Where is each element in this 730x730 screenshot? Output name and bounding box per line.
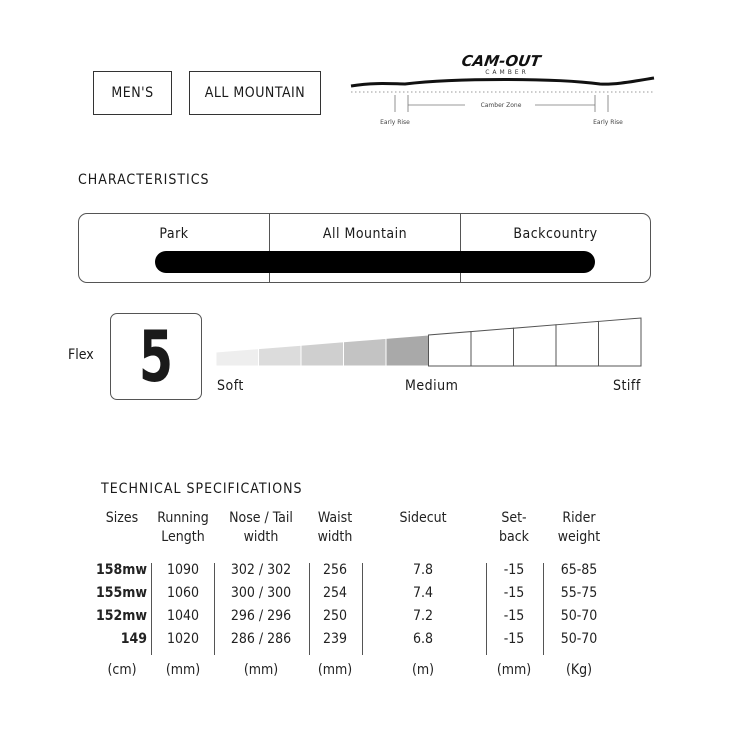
spec-value-cell: 50-70: [560, 631, 598, 647]
spec-unit: (mm): [496, 662, 532, 678]
spec-value-cell: 296 / 296: [230, 608, 292, 624]
spec-header: Rider weight: [557, 510, 601, 545]
spec-column-divider: [309, 563, 310, 655]
spec-value-cell: -15: [503, 585, 525, 601]
gender-tag: MEN'S: [93, 71, 172, 115]
flex-soft-label: Soft: [217, 378, 244, 394]
spec-value-cell: 239: [322, 631, 348, 647]
spec-header: Sidecut: [399, 510, 447, 526]
spec-value-cell: 50-70: [560, 608, 598, 624]
spec-value-cell: 55-75: [560, 585, 598, 601]
spec-column-divider: [214, 563, 215, 655]
spec-value-cell: 302 / 302: [230, 562, 292, 578]
char-label-park: Park: [159, 226, 189, 242]
spec-value-cell: -15: [503, 631, 525, 647]
spec-unit: (Kg): [565, 662, 593, 678]
spec-header: Waist width: [317, 510, 353, 545]
specs-title: TECHNICAL SPECIFICATIONS: [101, 481, 303, 497]
spec-column-divider: [543, 563, 544, 655]
spec-column-divider: [151, 563, 152, 655]
spec-size-cell: 152mw: [95, 608, 147, 624]
spec-value-cell: 286 / 286: [230, 631, 292, 647]
spec-value-cell: 1090: [166, 562, 200, 578]
cam-out-logo: CAM-OUT: [460, 52, 542, 70]
spec-value-cell: 7.2: [412, 608, 434, 624]
spec-header: Nose / Tail width: [229, 510, 293, 545]
spec-value-cell: 6.8: [412, 631, 434, 647]
spec-value-cell: 1060: [166, 585, 200, 601]
style-tag: ALL MOUNTAIN: [189, 71, 321, 115]
early-rise-left-label: Early Rise: [380, 119, 410, 126]
spec-header: Sizes: [105, 510, 139, 526]
spec-column-divider: [362, 563, 363, 655]
spec-unit: (mm): [317, 662, 353, 678]
camber-logo-sub: CAMBER: [485, 69, 529, 76]
spec-value-cell: -15: [503, 608, 525, 624]
spec-size-cell: 155mw: [95, 585, 147, 601]
flex-value: 5: [138, 315, 174, 398]
spec-size-cell: 149: [120, 631, 147, 647]
spec-unit: (mm): [165, 662, 201, 678]
spec-value-cell: 250: [322, 608, 348, 624]
spec-column-divider: [486, 563, 487, 655]
spec-value-cell: 254: [322, 585, 348, 601]
spec-value-cell: 300 / 300: [230, 585, 292, 601]
spec-size-cell: 158mw: [95, 562, 147, 578]
flex-stiff-label: Stiff: [613, 378, 641, 394]
char-label-all-mountain: All Mountain: [322, 226, 408, 242]
spec-value-cell: 256: [322, 562, 348, 578]
spec-value-cell: 7.4: [412, 585, 434, 601]
spec-value-cell: 1040: [166, 608, 200, 624]
spec-value-cell: 65-85: [560, 562, 598, 578]
camber-zone-label: Camber Zone: [480, 102, 522, 109]
spec-unit: (mm): [243, 662, 279, 678]
spec-header: Set- back: [499, 510, 529, 545]
characteristics-title: CHARACTERISTICS: [78, 172, 210, 188]
spec-unit: (cm): [107, 662, 137, 678]
flex-label: Flex: [68, 347, 94, 363]
flex-medium-label: Medium: [405, 378, 459, 394]
spec-value-cell: -15: [503, 562, 525, 578]
early-rise-right-label: Early Rise: [593, 119, 623, 126]
spec-header: Running Length: [157, 510, 209, 545]
spec-value-cell: 1020: [166, 631, 200, 647]
spec-value-cell: 7.8: [412, 562, 434, 578]
char-label-backcountry: Backcountry: [513, 226, 598, 242]
spec-unit: (m): [411, 662, 435, 678]
